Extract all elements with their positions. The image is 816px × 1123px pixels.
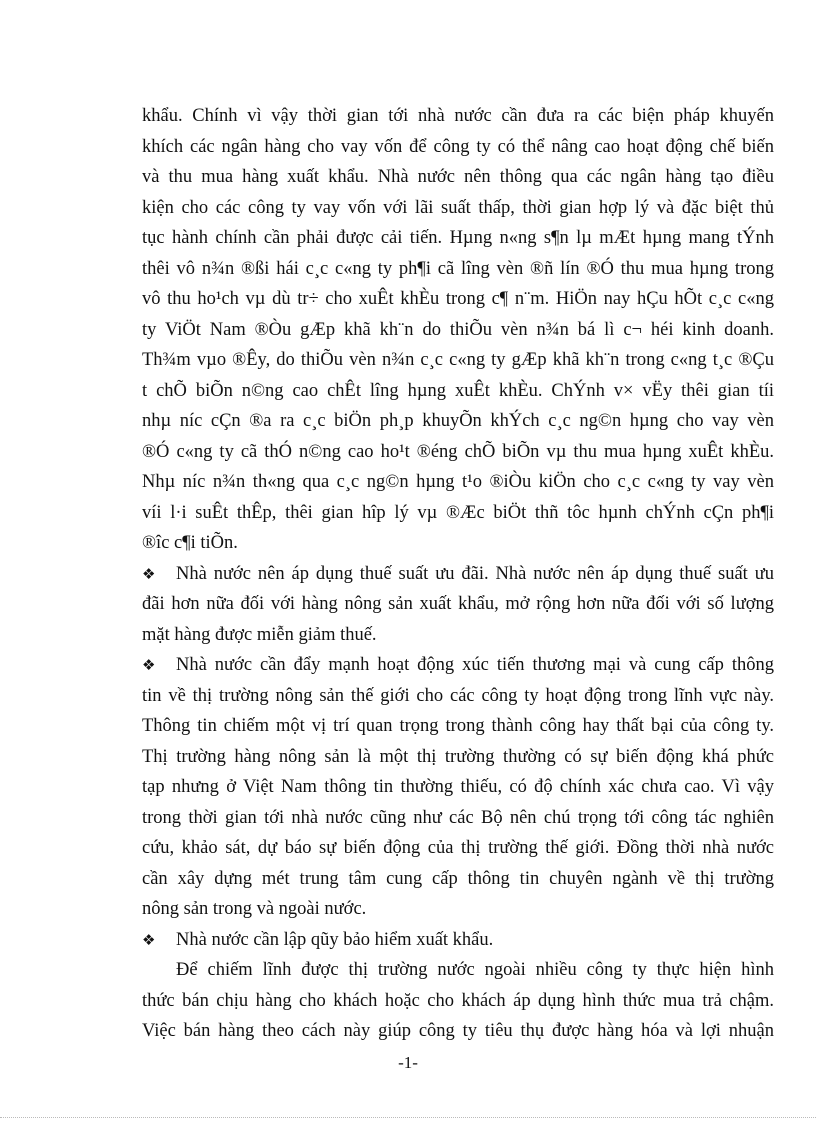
- document-body: [142, 101, 774, 1047]
- bullet-row: [142, 925, 774, 956]
- text-line: tạp nhưng ở Việt Nam thông tin thường thiếu, có độ chính xác chưa cao. Vì vậy: [142, 777, 774, 797]
- diamond-bullet-icon: ❖: [142, 564, 156, 583]
- bullet-item-1: [142, 559, 774, 651]
- text-line: ®Ó c«ng ty cã thÓ n©ng cao ho¹t ®éng chÕ biÕn vµ thu mua hµng xuÊt khÈu.: [142, 441, 774, 462]
- text-line: Để chiếm lĩnh được thị trường nước ngoài nhiều công ty thực hiện hình: [176, 960, 774, 980]
- bullet-row: [142, 650, 774, 681]
- paragraph-2: [142, 955, 774, 1047]
- text-line: thêi vô n¾n ®ßi hái c¸c c«ng ty ph¶i cã lîng vèn ®ñ lín ®Ó thu mua hµng trong: [142, 258, 774, 279]
- text-line: trong thời gian tới nhà nước cũng như các Bộ nên chú trọng tới công tác nghiên: [142, 807, 774, 828]
- bullet-item-3: [142, 925, 774, 956]
- text-line: thức bán chịu hàng cho khách hoặc cho khách áp dụng hình thức mua trả chậm.: [142, 990, 774, 1011]
- text-line: Nhà nước cần đẩy mạnh hoạt động xúc tiến thương mại và cung cấp thông: [176, 655, 774, 675]
- diamond-bullet-icon: ❖: [142, 656, 156, 674]
- text-line: tin về thị trường nông sản thế giới cho các công ty hoạt động trong lĩnh vực này.: [142, 685, 774, 706]
- text-line: cần xây dựng mét trung tâm cung cấp thông tin chuyên ngành về thị trường: [142, 868, 774, 889]
- text-line: Thị trường hàng nông sản là một thị trường thường có sự biến động khá phức: [142, 746, 774, 767]
- text-line: tục hành chính cần phải được cải tiến. Hµng n«ng s¶n lµ mÆt hµng mang tÝnh: [142, 228, 774, 248]
- text-line: đãi hơn nữa đối với hàng nông sản xuất khẩu, mở rộng hơn nữa đối với số lượng: [142, 594, 774, 614]
- text-line: Việc bán hàng theo cách này giúp công ty tiêu thụ được hàng hóa và lợi nhuận: [142, 1021, 774, 1041]
- page-number: -1-: [398, 1053, 418, 1072]
- text-line: Nhà nước nên áp dụng thuế suất ưu đãi. Nhà nước nên áp dụng thuế suất ưu: [176, 563, 774, 584]
- bullet-item-2: [142, 650, 774, 925]
- text-line: vô thu ho¹ch vµ dù tr÷ cho xuÊt khÈu trong c¶ n¨m. HiÖn nay hÇu hÕt c¸c c«ng: [142, 289, 774, 309]
- text-line: nông sản trong và ngoài nước.: [142, 899, 367, 919]
- text-line: ®îc c¶i tiÕn.: [142, 533, 238, 553]
- text-line: Nhà nước cần lập qũy bảo hiểm xuất khẩu.: [176, 929, 494, 950]
- text-line: kiện cho các công ty vay vốn với lãi suất thấp, thời gian hợp lý và đặc biệt thủ: [142, 197, 774, 218]
- paragraph-1: [142, 101, 774, 559]
- text-line: Thông tin chiếm một vị trí quan trọng trong thành công hay thất bại của công ty.: [142, 716, 774, 736]
- text-line: và thu mua hàng xuất khẩu. Nhà nước nên thông qua các ngân hàng tạo điều: [142, 167, 774, 187]
- bullet-row: [142, 559, 774, 590]
- text-line: Nhµ níc n¾n th«ng qua c¸c ng©n hµng t¹o ®iÒu kiÖn cho c¸c c«ng ty vay vèn: [142, 472, 774, 492]
- text-line: khẩu. Chính vì vậy thời gian tới nhà nước cần đưa ra các biện pháp khuyến: [142, 106, 774, 126]
- text-line: víi l·i suÊt thÊp, thêi gian hîp lý vµ ®Æc biÖt thñ tôc hµnh chÝnh cÇn ph¶i: [142, 502, 774, 523]
- text-line: ty ViÖt Nam ®Òu gÆp khã kh¨n do thiÕu vèn n¾n bá lì c¬ héi kinh doanh.: [142, 319, 774, 340]
- diamond-bullet-icon: ❖: [142, 930, 156, 949]
- text-line: cứu, khảo sát, dự báo sự biến động của thị trường thế giới. Đồng thời nhà nước: [142, 838, 774, 858]
- page-bottom-divider: [0, 1117, 816, 1118]
- text-line: nhµ níc cÇn ®a ra c¸c biÖn ph¸p khuyÕn khÝch c¸c ng©n hµng cho vay vèn: [142, 411, 774, 431]
- text-line: mặt hàng được miễn giảm thuế.: [142, 624, 377, 645]
- text-line: khích các ngân hàng cho vay vốn để công ty có thể nâng cao hoạt động chế biến: [142, 136, 774, 157]
- text-line: Th¾m vµo ®Êy, do thiÕu vèn n¾n c¸c c«ng ty gÆp khã kh¨n trong c«ng t¸c ®Çu: [142, 350, 774, 370]
- text-line: t chÕ biÕn n©ng cao chÊt lîng hµng xuÊt khÈu. ChÝnh v× vËy thêi gian tíi: [142, 380, 774, 401]
